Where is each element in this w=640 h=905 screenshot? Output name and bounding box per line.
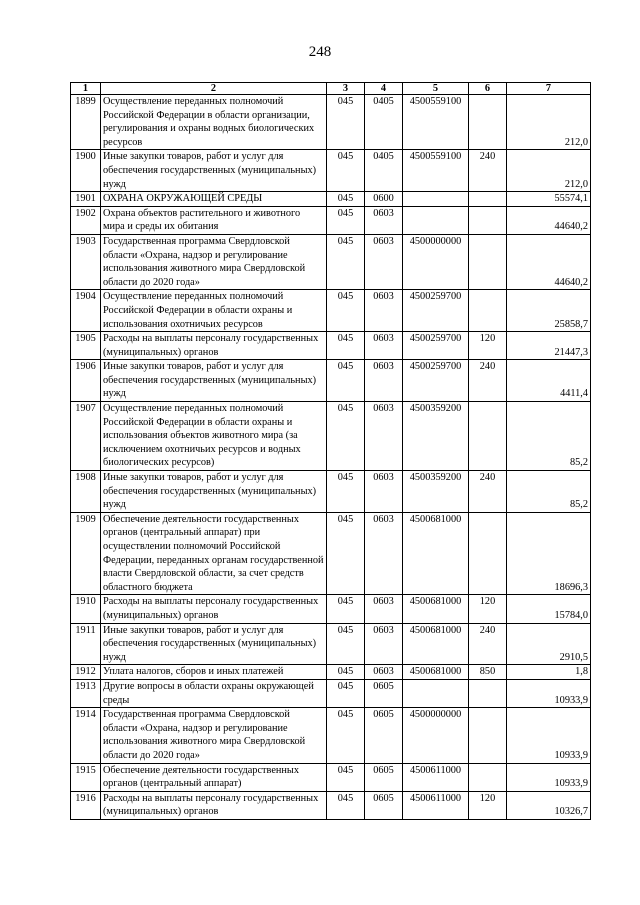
row-number: 1900 bbox=[71, 150, 101, 192]
row-code-target bbox=[403, 679, 469, 707]
row-code-expense-type: 240 bbox=[469, 360, 507, 402]
row-amount: 15784,0 bbox=[507, 595, 591, 623]
row-code-ministry: 045 bbox=[327, 623, 365, 665]
row-number: 1907 bbox=[71, 402, 101, 471]
row-code-section: 0603 bbox=[365, 402, 403, 471]
row-code-ministry: 045 bbox=[327, 791, 365, 819]
row-code-target: 4500681000 bbox=[403, 665, 469, 680]
row-code-expense-type bbox=[469, 95, 507, 150]
row-code-expense-type bbox=[469, 512, 507, 595]
row-code-expense-type bbox=[469, 402, 507, 471]
row-amount: 1,8 bbox=[507, 665, 591, 680]
row-amount: 44640,2 bbox=[507, 206, 591, 234]
row-code-ministry: 045 bbox=[327, 402, 365, 471]
row-name: Иные закупки товаров, работ и услуг для обеспечения государственных (муниципальных) нужд bbox=[101, 623, 327, 665]
header-row bbox=[71, 83, 591, 95]
row-name: Расходы на выплаты персоналу государственных (муниципальных) органов bbox=[101, 332, 327, 360]
row-code-target: 4500611000 bbox=[403, 763, 469, 791]
row-number: 1904 bbox=[71, 290, 101, 332]
row-code-target: 4500000000 bbox=[403, 234, 469, 289]
row-code-section: 0603 bbox=[365, 332, 403, 360]
row-number: 1913 bbox=[71, 679, 101, 707]
row-amount: 2910,5 bbox=[507, 623, 591, 665]
column-header-3: 3 bbox=[327, 83, 365, 95]
row-number: 1902 bbox=[71, 206, 101, 234]
row-number: 1910 bbox=[71, 595, 101, 623]
row-code-expense-type bbox=[469, 708, 507, 763]
row-code-target: 4500611000 bbox=[403, 791, 469, 819]
row-code-expense-type: 120 bbox=[469, 595, 507, 623]
row-name: Расходы на выплаты персоналу государственных (муниципальных) органов bbox=[101, 595, 327, 623]
row-amount: 212,0 bbox=[507, 150, 591, 192]
row-number: 1911 bbox=[71, 623, 101, 665]
row-name: Осуществление переданных полномочий Российской Федерации в области организации, регулирования и охраны водных биологических ресурсов bbox=[101, 95, 327, 150]
row-code-ministry: 045 bbox=[327, 512, 365, 595]
row-code-ministry: 045 bbox=[327, 679, 365, 707]
row-name: Охрана объектов растительного и животного мира и среды их обитания bbox=[101, 206, 327, 234]
row-code-target: 4500259700 bbox=[403, 332, 469, 360]
row-amount: 55574,1 bbox=[507, 192, 591, 207]
row-code-section: 0603 bbox=[365, 206, 403, 234]
page-number: 248 bbox=[308, 44, 332, 60]
row-number: 1915 bbox=[71, 763, 101, 791]
column-header-4: 4 bbox=[365, 83, 403, 95]
column-header-2: 2 bbox=[101, 83, 327, 95]
row-number: 1903 bbox=[71, 234, 101, 289]
row-amount: 18696,3 bbox=[507, 512, 591, 595]
row-name: Иные закупки товаров, работ и услуг для обеспечения государственных (муниципальных) нужд bbox=[101, 360, 327, 402]
row-code-ministry: 045 bbox=[327, 332, 365, 360]
row-code-ministry: 045 bbox=[327, 708, 365, 763]
row-amount: 4411,4 bbox=[507, 360, 591, 402]
row-code-section: 0405 bbox=[365, 95, 403, 150]
row-amount: 10933,9 bbox=[507, 763, 591, 791]
row-code-section: 0603 bbox=[365, 623, 403, 665]
row-code-target: 4500259700 bbox=[403, 360, 469, 402]
row-code-target bbox=[403, 192, 469, 207]
row-code-ministry: 045 bbox=[327, 192, 365, 207]
row-code-ministry: 045 bbox=[327, 595, 365, 623]
row-code-target: 4500681000 bbox=[403, 595, 469, 623]
row-code-section: 0605 bbox=[365, 708, 403, 763]
table-row bbox=[71, 150, 591, 192]
row-code-expense-type bbox=[469, 290, 507, 332]
row-code-expense-type bbox=[469, 234, 507, 289]
row-code-expense-type bbox=[469, 192, 507, 207]
row-code-section: 0603 bbox=[365, 234, 403, 289]
table-row bbox=[71, 234, 591, 289]
row-amount: 10933,9 bbox=[507, 708, 591, 763]
row-number: 1912 bbox=[71, 665, 101, 680]
row-name: Обеспечение деятельности государственных органов (центральный аппарат) bbox=[101, 763, 327, 791]
row-code-target: 4500681000 bbox=[403, 512, 469, 595]
row-code-target: 4500259700 bbox=[403, 290, 469, 332]
table-row bbox=[71, 332, 591, 360]
row-code-expense-type: 120 bbox=[469, 332, 507, 360]
table-row bbox=[71, 791, 591, 819]
row-code-expense-type: 240 bbox=[469, 150, 507, 192]
table-row bbox=[71, 512, 591, 595]
row-number: 1905 bbox=[71, 332, 101, 360]
table-row bbox=[71, 763, 591, 791]
row-code-expense-type: 120 bbox=[469, 791, 507, 819]
table-row bbox=[71, 290, 591, 332]
row-code-target: 4500681000 bbox=[403, 623, 469, 665]
column-header-7: 7 bbox=[507, 83, 591, 95]
row-amount: 85,2 bbox=[507, 402, 591, 471]
row-code-target: 4500000000 bbox=[403, 708, 469, 763]
row-code-ministry: 045 bbox=[327, 234, 365, 289]
row-code-section: 0600 bbox=[365, 192, 403, 207]
row-number: 1909 bbox=[71, 512, 101, 595]
row-code-expense-type: 240 bbox=[469, 471, 507, 513]
table-body bbox=[71, 95, 591, 820]
row-name: Уплата налогов, сборов и иных платежей bbox=[101, 665, 327, 680]
row-code-target: 4500559100 bbox=[403, 95, 469, 150]
table-row bbox=[71, 679, 591, 707]
row-code-section: 0603 bbox=[365, 290, 403, 332]
row-number: 1914 bbox=[71, 708, 101, 763]
row-code-ministry: 045 bbox=[327, 763, 365, 791]
row-code-ministry: 045 bbox=[327, 471, 365, 513]
row-number: 1916 bbox=[71, 791, 101, 819]
row-code-ministry: 045 bbox=[327, 360, 365, 402]
table-row bbox=[71, 623, 591, 665]
row-name: Осуществление переданных полномочий Российской Федерации в области охраны и использования объектов животного мира (за исключением охотничьих ресурсов и водных биологических ресурсов) bbox=[101, 402, 327, 471]
row-code-section: 0405 bbox=[365, 150, 403, 192]
row-code-section: 0605 bbox=[365, 679, 403, 707]
row-amount: 10326,7 bbox=[507, 791, 591, 819]
row-code-expense-type: 240 bbox=[469, 623, 507, 665]
row-name: Расходы на выплаты персоналу государственных (муниципальных) органов bbox=[101, 791, 327, 819]
row-code-section: 0605 bbox=[365, 791, 403, 819]
row-code-ministry: 045 bbox=[327, 665, 365, 680]
row-code-section: 0603 bbox=[365, 665, 403, 680]
row-code-section: 0603 bbox=[365, 360, 403, 402]
table-row bbox=[71, 595, 591, 623]
table-row bbox=[71, 708, 591, 763]
column-header-1: 1 bbox=[71, 83, 101, 95]
row-amount: 10933,9 bbox=[507, 679, 591, 707]
row-amount: 212,0 bbox=[507, 95, 591, 150]
table-row bbox=[71, 402, 591, 471]
row-number: 1906 bbox=[71, 360, 101, 402]
row-name: ОХРАНА ОКРУЖАЮЩЕЙ СРЕДЫ bbox=[101, 192, 327, 207]
row-number: 1908 bbox=[71, 471, 101, 513]
row-name: Другие вопросы в области охраны окружающей среды bbox=[101, 679, 327, 707]
row-code-expense-type bbox=[469, 763, 507, 791]
row-code-section: 0603 bbox=[365, 595, 403, 623]
row-code-target: 4500359200 bbox=[403, 471, 469, 513]
row-amount: 21447,3 bbox=[507, 332, 591, 360]
row-amount: 44640,2 bbox=[507, 234, 591, 289]
column-header-5: 5 bbox=[403, 83, 469, 95]
row-code-section: 0603 bbox=[365, 471, 403, 513]
row-amount: 85,2 bbox=[507, 471, 591, 513]
budget-table bbox=[70, 82, 591, 820]
row-code-ministry: 045 bbox=[327, 206, 365, 234]
row-code-section: 0605 bbox=[365, 763, 403, 791]
row-number: 1899 bbox=[71, 95, 101, 150]
column-header-6: 6 bbox=[469, 83, 507, 95]
row-code-expense-type: 850 bbox=[469, 665, 507, 680]
row-code-expense-type bbox=[469, 679, 507, 707]
row-name: Иные закупки товаров, работ и услуг для обеспечения государственных (муниципальных) нужд bbox=[101, 150, 327, 192]
row-code-target: 4500359200 bbox=[403, 402, 469, 471]
row-code-ministry: 045 bbox=[327, 95, 365, 150]
table-row bbox=[71, 471, 591, 513]
table-row bbox=[71, 95, 591, 150]
row-amount: 25858,7 bbox=[507, 290, 591, 332]
row-code-expense-type bbox=[469, 206, 507, 234]
row-code-ministry: 045 bbox=[327, 290, 365, 332]
row-name: Осуществление переданных полномочий Российской Федерации в области охраны и использования охотничьих ресурсов bbox=[101, 290, 327, 332]
row-code-target: 4500559100 bbox=[403, 150, 469, 192]
row-name: Государственная программа Свердловской области «Охрана, надзор и регулирование использования животного мира Свердловской области до 2020 года» bbox=[101, 234, 327, 289]
row-name: Государственная программа Свердловской области «Охрана, надзор и регулирование использования животного мира Свердловской области до 2020 года» bbox=[101, 708, 327, 763]
table-row bbox=[71, 665, 591, 680]
row-code-target bbox=[403, 206, 469, 234]
row-name: Обеспечение деятельности государственных органов (центральный аппарат) при осуществлении полномочий Российской Федерации, переданных органам государственной власти Свердловской области, за счет средств областного бюджета bbox=[101, 512, 327, 595]
table-row bbox=[71, 192, 591, 207]
row-name: Иные закупки товаров, работ и услуг для обеспечения государственных (муниципальных) нужд bbox=[101, 471, 327, 513]
row-number: 1901 bbox=[71, 192, 101, 207]
table-row bbox=[71, 360, 591, 402]
row-code-section: 0603 bbox=[365, 512, 403, 595]
table-row bbox=[71, 206, 591, 234]
row-code-ministry: 045 bbox=[327, 150, 365, 192]
